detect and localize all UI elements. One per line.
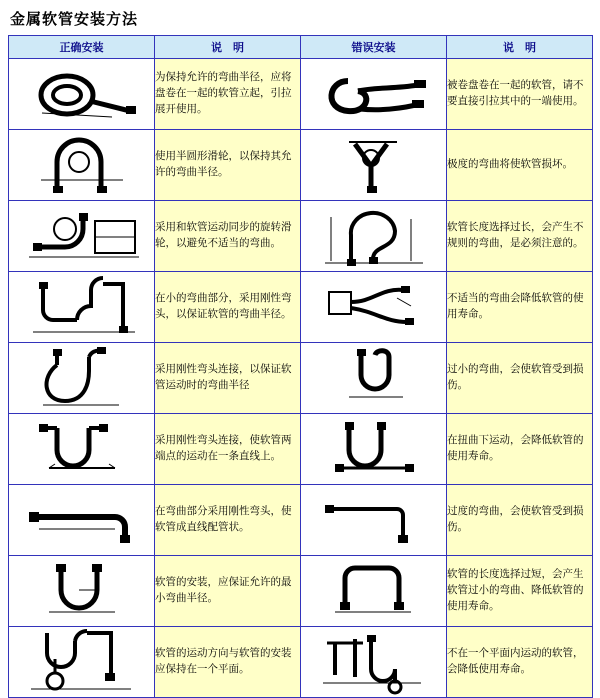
improper-bend-figure — [301, 278, 446, 336]
figure-cell-wrong — [301, 130, 447, 201]
note-cell-correct: 软管的安装，应保证允许的最小弯曲半径。 — [155, 556, 301, 627]
note-cell-wrong: 不在一个平面内运动的软管，会降低使用寿命。 — [447, 627, 593, 698]
note-cell-correct: 在小的弯曲部分，采用刚性弯头，以保证软管的弯曲半径。 — [155, 272, 301, 343]
figure-cell-wrong — [301, 201, 447, 272]
long-hose-irregular-bend-figure — [301, 205, 446, 267]
semicircular-sheave-figure — [9, 136, 154, 194]
figure-cell-correct — [9, 485, 155, 556]
note-cell-correct: 采用和软管运动同步的旋转滑轮，以避免不适当的弯曲。 — [155, 201, 301, 272]
rotating-sheave-sync-figure — [9, 207, 154, 265]
table-row — [9, 130, 593, 201]
note-cell-wrong: 过小的弯曲，会使软管受到损伤。 — [447, 343, 593, 414]
torsional-motion-figure — [301, 420, 446, 478]
figure-cell-wrong — [301, 627, 447, 698]
table-row — [9, 485, 593, 556]
note-cell-wrong: 极度的弯曲将使软管损坏。 — [447, 130, 593, 201]
figure-cell-wrong — [301, 272, 447, 343]
column-header-correct-note: 说 明 — [155, 36, 301, 59]
table-row — [9, 59, 593, 130]
figure-cell-wrong — [301, 343, 447, 414]
note-cell-wrong: 软管的长度选择过短，会产生软管过小的弯曲、降低软管的使用寿命。 — [447, 556, 593, 627]
figure-cell-wrong — [301, 59, 447, 130]
figure-cell-correct — [9, 343, 155, 414]
coiled-hose-pulled-figure — [301, 65, 446, 123]
column-header-correct-install: 正确安装 — [9, 36, 155, 59]
note-cell-wrong: 不适当的弯曲会降低软管的使用寿命。 — [447, 272, 593, 343]
note-cell-correct: 软管的运动方向与软管的安装应保持在一个平面。 — [155, 627, 301, 698]
figure-cell-wrong — [301, 485, 447, 556]
out-of-plane-motion-figure — [301, 629, 446, 695]
minimum-bend-radius-figure — [9, 562, 154, 620]
note-cell-correct: 采用刚性弯头连接，以保证软管运动时的弯曲半径 — [155, 343, 301, 414]
figure-cell-correct — [9, 272, 155, 343]
note-cell-correct: 使用半圆形滑轮，以保持其允许的弯曲半径。 — [155, 130, 301, 201]
figure-cell-correct — [9, 414, 155, 485]
figure-cell-correct — [9, 201, 155, 272]
figure-cell-correct — [9, 627, 155, 698]
rigid-elbow-small-bend-figure — [9, 276, 154, 338]
figure-cell-correct — [9, 556, 155, 627]
note-cell-correct: 采用刚性弯头连接，使软管两端点的运动在一条直线上。 — [155, 414, 301, 485]
table-row — [9, 343, 593, 414]
sharp-bend-pulley-figure — [301, 136, 446, 194]
table-header-row — [9, 36, 593, 59]
figure-cell-correct — [9, 130, 155, 201]
table-row — [9, 414, 593, 485]
column-header-wrong-install: 错误安装 — [301, 36, 447, 59]
rigid-elbow-connection-figure — [9, 347, 154, 409]
note-cell-wrong: 软管长度选择过长，会产生不规则的弯曲，是必须注意的。 — [447, 201, 593, 272]
same-plane-motion-figure — [9, 629, 154, 695]
too-long-hose-figure — [301, 562, 446, 620]
note-cell-wrong: 在扭曲下运动，会降低软管的使用寿命。 — [447, 414, 593, 485]
coiled-hose-standing-figure — [9, 65, 154, 123]
straight-pipe-with-elbow-figure — [9, 495, 154, 545]
column-header-wrong-note: 说 明 — [447, 36, 593, 59]
figure-cell-wrong — [301, 556, 447, 627]
too-small-bend-figure — [301, 347, 446, 409]
rigid-elbow-straight-motion-figure — [9, 420, 154, 478]
table-row — [9, 556, 593, 627]
note-cell-correct: 在弯曲部分采用刚性弯头，使软管成直线配管状。 — [155, 485, 301, 556]
figure-cell-correct — [9, 59, 155, 130]
page-title: 金属软管安装方法 — [10, 10, 139, 28]
hose-installation-table — [8, 35, 593, 698]
note-cell-wrong: 被卷盘卷在一起的软管，请不要直接引拉其中的一端使用。 — [447, 59, 593, 130]
table-row — [9, 201, 593, 272]
table-row — [9, 272, 593, 343]
note-cell-wrong: 过度的弯曲，会使软管受到损伤。 — [447, 485, 593, 556]
note-cell-correct: 为保持允许的弯曲半径，应将盘卷在一起的软管立起，引拉展开使用。 — [155, 59, 301, 130]
excessive-bend-figure — [301, 495, 446, 545]
table-row — [9, 627, 593, 698]
figure-cell-wrong — [301, 414, 447, 485]
